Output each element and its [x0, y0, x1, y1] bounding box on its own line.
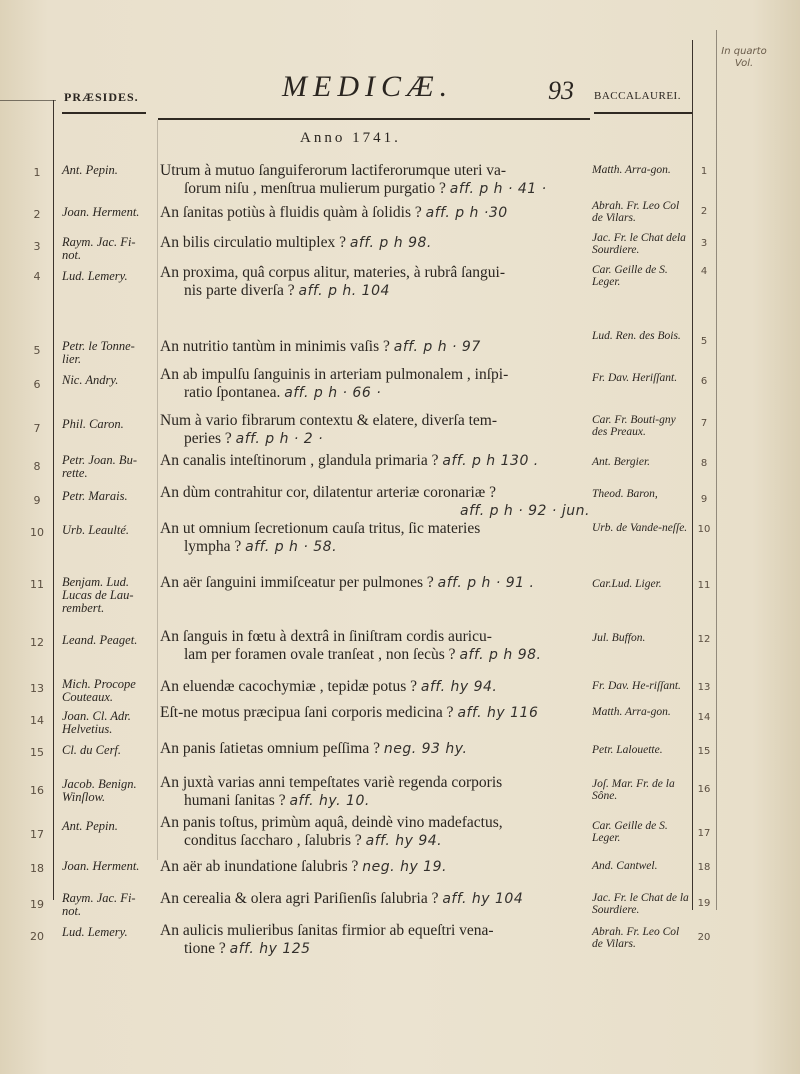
thesis-question: Utrum à mutuo ſanguiferorum lactiferorumque uteri va- ſorum niſu , menſtrua mulierum purgatio ? aff. p h · 41 ·: [160, 162, 547, 197]
bachelor-name: Ant. Bergier.: [592, 456, 651, 468]
row-number: 15: [30, 746, 44, 759]
thesis-question: An aulicis mulieribus ſanitas firmior ab equeſtri vena- tione ? aff. hy 125: [160, 922, 494, 957]
bachelor-name: Jac. Fr. le Chat dela Sourdiere.: [592, 232, 686, 256]
handwritten-answer: aff. hy 125: [229, 941, 311, 957]
header-title: MEDICÆ.: [282, 70, 454, 103]
top-rule: [0, 100, 56, 101]
bachelor-name: Petr. Lalouette.: [592, 744, 663, 756]
bachelor-name: Jac. Fr. le Chat de la Sourdiere.: [592, 892, 689, 916]
row-number: 20: [30, 930, 44, 943]
bachelor-name: Joſ. Mar. Fr. de la Sône.: [592, 778, 675, 802]
row-number: 7: [33, 422, 41, 435]
row-number: 18: [30, 862, 44, 875]
thesis-question: An ab impulſu ſanguinis in arteriam pulmonalem , inſpi- ratio ſpontanea. aff. p h · 66 ·: [160, 366, 509, 401]
right-row-number: 10: [697, 524, 711, 535]
handwritten-answer: aff. hy. 10.: [289, 793, 370, 809]
thesis-question: An cerealia & olera agri Pariſienſis ſalubria ? aff. hy 104: [160, 890, 524, 907]
row-number: 4: [33, 270, 41, 283]
thesis-question: An aër ſanguini immiſceatur per pulmones ? aff. p h · 91 .: [160, 574, 535, 591]
right-row-number: 19: [697, 898, 711, 909]
right-row-number: 16: [697, 784, 711, 795]
thesis-question: An panis toſtus, primùm aquâ, deindè vino madefactus, conditus ſaccharo , ſalubris ? aff. hy 94.: [160, 814, 503, 849]
right-row-number: 12: [697, 634, 711, 645]
row-number: 10: [30, 526, 44, 539]
handwritten-answer: aff. p h 130 .: [442, 453, 539, 469]
handwritten-answer: neg. hy 19.: [362, 859, 447, 875]
thesis-question: An nutritio tantùm in minimis vaſis ? aff. p h · 97: [160, 338, 481, 355]
right-row-number: 8: [700, 458, 708, 469]
handwritten-answer: aff. hy 104: [442, 891, 524, 907]
row-number: 2: [33, 208, 41, 221]
header-rule-right: [594, 112, 692, 114]
president-name: Urb. Leaulté.: [62, 523, 130, 537]
handwritten-margin-note: In quarto Vol.: [721, 46, 767, 69]
row-number: 5: [33, 344, 41, 357]
handwritten-answer: aff. p h 98.: [459, 647, 542, 663]
president-name: Lud. Lemery.: [62, 269, 128, 283]
handwritten-answer: aff. p h · 2 ·: [235, 431, 324, 447]
right-row-number: 5: [700, 336, 708, 347]
bachelor-name: Theod. Baron,: [592, 488, 658, 500]
bachelor-name: Abrah. Fr. Leo Col de Vilars.: [592, 926, 680, 950]
handwritten-answer: aff. p h · 97: [393, 339, 481, 355]
row-number: 19: [30, 898, 44, 911]
row-number: 11: [30, 578, 44, 591]
president-name: Joan. Cl. Adr. Helvetius.: [62, 709, 131, 736]
bachelor-name: Fr. Dav. He-riſſant.: [592, 680, 681, 692]
president-name: Cl. du Cerf.: [62, 743, 122, 757]
handwritten-answer: aff. p h · 91 .: [437, 575, 535, 591]
president-name: Raym. Jac. Fi-not.: [62, 235, 136, 262]
row-number: 14: [30, 714, 44, 727]
row-number: 13: [30, 682, 44, 695]
president-name: Jacob. Benign. Winſlow.: [62, 777, 137, 804]
bachelor-name: Abrah. Fr. Leo Col de Vilars.: [592, 200, 680, 224]
presides-column-rule: [157, 120, 158, 860]
outer-right-rule: [716, 30, 717, 910]
bachelor-name: Urb. de Vande-neſſe.: [592, 522, 688, 534]
right-row-number: 6: [700, 376, 708, 387]
bachelor-name: Matth. Arra-gon.: [592, 164, 671, 176]
thesis-question: An canalis inteſtinorum , glandula primaria ? aff. p h 130 .: [160, 452, 539, 469]
bachelor-name: Fr. Dav. Heriſſant.: [592, 372, 678, 384]
right-row-number: 18: [697, 862, 711, 873]
row-number: 12: [30, 636, 44, 649]
thesis-question: An dùm contrahitur cor, dilatentur arteriæ coronariæ ? aff. p h · 92 · jun.: [160, 484, 590, 519]
left-margin-rule: [53, 100, 54, 900]
row-number: 17: [30, 828, 44, 841]
right-row-number: 17: [697, 828, 711, 839]
right-row-number: 20: [697, 932, 711, 943]
thesis-question: An ſanguis in fœtu à dextrâ in ſiniſtram cordis auricu- lam per foramen ovale tranſeat , non ſecùs ? aff. p h 98.: [160, 628, 542, 663]
thesis-question: An proxima, quâ corpus alitur, materies, à rubrâ ſangui- nis parte diverſa ? aff. p h. 104: [160, 264, 506, 299]
header-presides: PRÆSIDES.: [64, 90, 139, 104]
right-row-number: 15: [697, 746, 711, 757]
bachelor-name: Car. Geille de S. Leger.: [592, 820, 668, 844]
bachelor-name: Matth. Arra-gon.: [592, 706, 671, 718]
handwritten-answer: aff. p h. 104: [298, 283, 390, 299]
handwritten-answer: neg. 93 hy.: [383, 741, 468, 757]
bachelor-name: Car. Fr. Bouti-gny des Preaux.: [592, 414, 676, 438]
thesis-question: An eluendæ cacochymiæ , tepidæ potus ? aff. hy 94.: [160, 678, 498, 695]
bachelor-name: Car.Lud. Liger.: [592, 578, 662, 590]
right-row-number: 13: [697, 682, 711, 693]
handwritten-answer: aff. p h · 66 ·: [284, 385, 382, 401]
row-number: 16: [30, 784, 44, 797]
header-baccalaurei: BACCALAUREI.: [594, 90, 681, 102]
thesis-question: An juxtà varias anni tempeſtates variè regenda corporis humani ſanitas ? aff. hy. 10.: [160, 774, 503, 809]
thesis-question: Num à vario fibrarum contextu & elatere, diverſa tem- peries ? aff. p h · 2 ·: [160, 412, 497, 447]
president-name: Nic. Andry.: [62, 373, 119, 387]
right-row-number: 1: [700, 166, 708, 177]
bachelor-name: And. Cantwel.: [592, 860, 658, 872]
right-row-number: 9: [700, 494, 708, 505]
handwritten-answer: aff. p h 98.: [349, 235, 432, 251]
row-number: 1: [33, 166, 41, 179]
bachelor-name: Jul. Buffon.: [592, 632, 646, 644]
president-name: Leand. Peaget.: [62, 633, 138, 647]
bachelor-name: Car. Geille de S. Leger.: [592, 264, 668, 288]
president-name: Petr. Marais.: [62, 489, 128, 503]
right-row-number: 7: [700, 418, 708, 429]
president-name: Mich. Procope Couteaux.: [62, 677, 136, 704]
handwritten-answer: aff. p h · 41 ·: [449, 181, 547, 197]
thesis-question: An ut omnium ſecretionum cauſa tritus, ſic materies lympha ? aff. p h · 58.: [160, 520, 481, 555]
row-number: 3: [33, 240, 41, 253]
right-row-number: 3: [700, 238, 708, 249]
president-name: Ant. Pepin.: [62, 819, 118, 833]
right-column-rule: [692, 40, 693, 910]
thesis-question: Eſt-ne motus præcipua ſani corporis medicina ? aff. hy 116: [160, 704, 539, 721]
row-number: 9: [33, 494, 41, 507]
president-name: Benjam. Lud. Lucas de Lau-rembert.: [62, 575, 134, 615]
header-rule-left: [62, 112, 146, 114]
president-name: Petr. le Tonne-lier.: [62, 339, 135, 366]
handwritten-answer: aff. hy 94.: [420, 679, 498, 695]
thesis-question: An ſanitas potiùs à fluidis quàm à ſolidis ? aff. p h ·30: [160, 204, 508, 221]
president-name: Raym. Jac. Fi-not.: [62, 891, 136, 918]
handwritten-answer: aff. p h ·30: [425, 205, 508, 221]
president-name: Joan. Herment.: [62, 205, 140, 219]
bachelor-name: Lud. Ren. des Bois.: [592, 330, 681, 342]
right-row-number: 14: [697, 712, 711, 723]
thesis-question: An panis ſatietas omnium peſſima ? neg. 93 hy.: [160, 740, 468, 757]
president-name: Phil. Caron.: [62, 417, 124, 431]
row-number: 8: [33, 460, 41, 473]
right-row-number: 2: [700, 206, 708, 217]
row-number: 6: [33, 378, 41, 391]
handwritten-answer: aff. hy 94.: [365, 833, 443, 849]
president-name: Joan. Herment.: [62, 859, 140, 873]
thesis-question: An aër ab inundatione ſalubris ? neg. hy 19.: [160, 858, 447, 875]
thesis-question: An bilis circulatio multiplex ? aff. p h 98.: [160, 234, 432, 251]
header-rule-center: [158, 118, 590, 120]
handwritten-answer: aff. p h · 92 · jun.: [460, 503, 590, 519]
handwritten-answer: aff. p h · 58.: [245, 539, 338, 555]
right-row-number: 11: [697, 580, 711, 591]
president-name: Petr. Joan. Bu-rette.: [62, 453, 137, 480]
handwritten-answer: aff. hy 116: [457, 705, 539, 721]
year-heading: Anno 1741.: [300, 130, 401, 146]
page-number: 93: [548, 76, 574, 105]
president-name: Ant. Pepin.: [62, 163, 118, 177]
president-name: Lud. Lemery.: [62, 925, 128, 939]
right-row-number: 4: [700, 266, 708, 277]
